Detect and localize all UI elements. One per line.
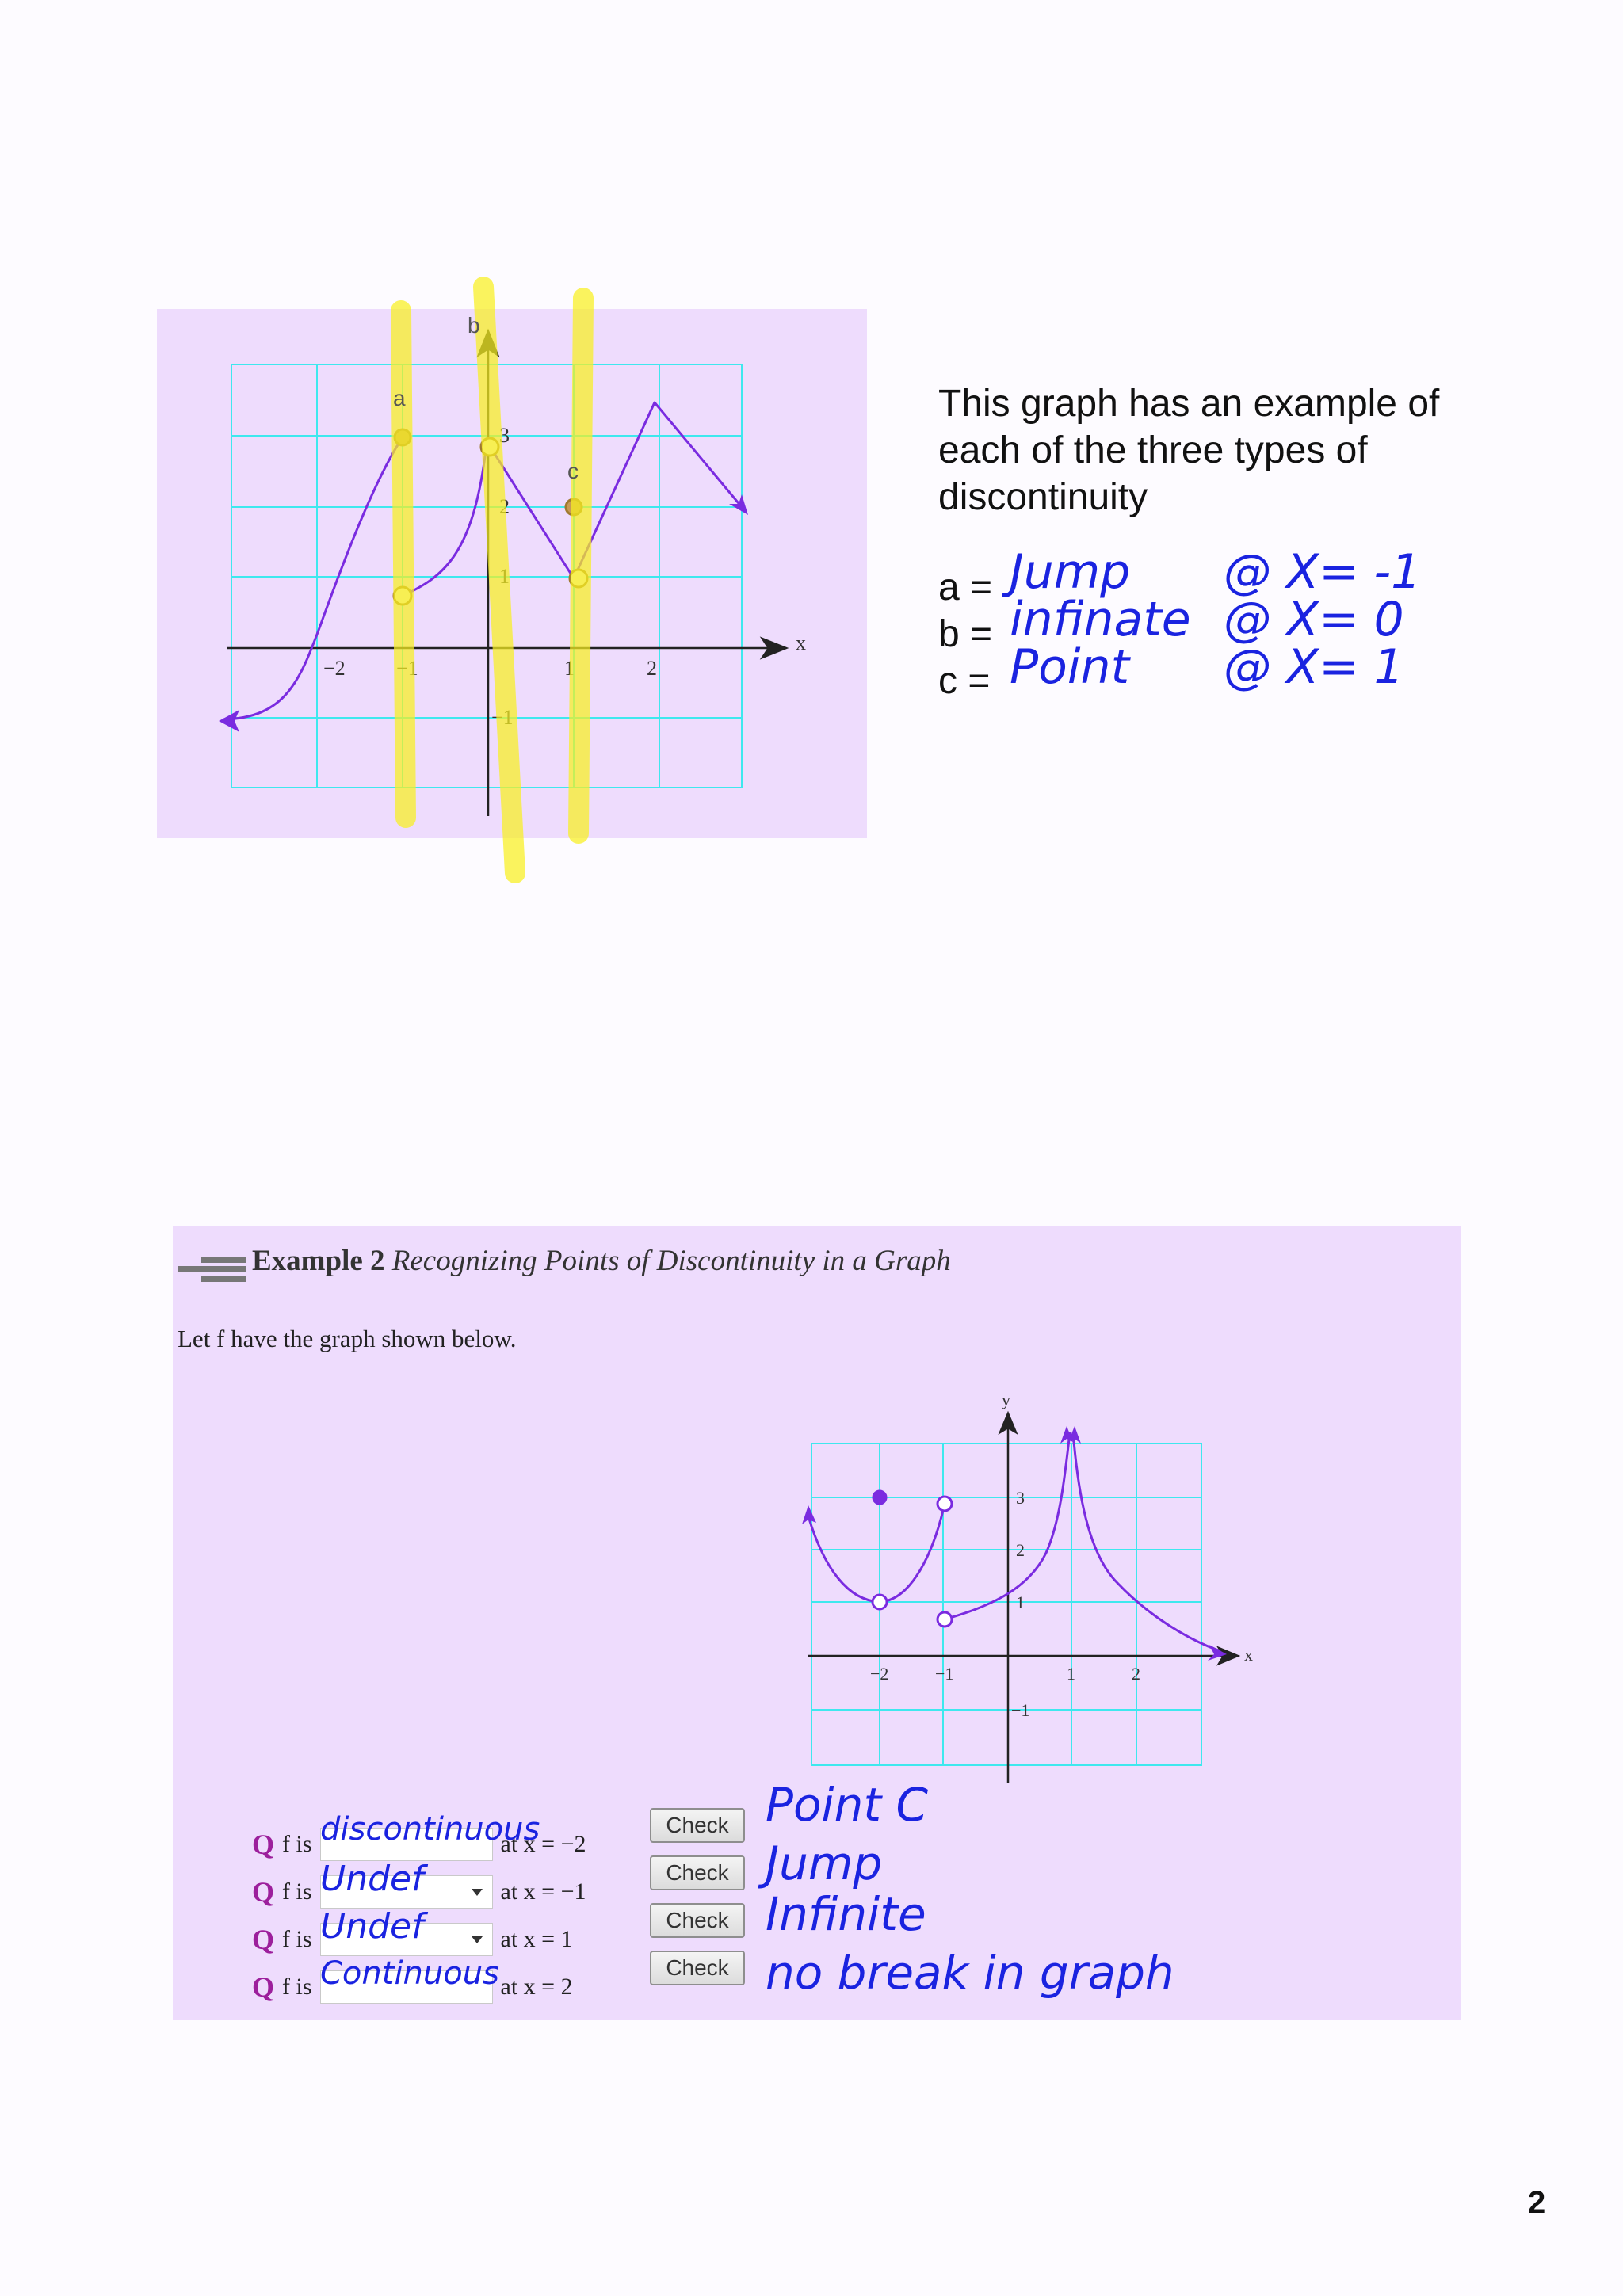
example-point-filled: [873, 1491, 886, 1504]
question-mark: Q: [252, 1876, 275, 1908]
top-graph: [0, 0, 872, 887]
example-y-tick: 1: [1016, 1592, 1025, 1612]
answer-label-b: b =: [938, 613, 993, 655]
question-prefix: f is: [282, 1974, 312, 2000]
handwritten-note: Point C: [766, 1778, 929, 1832]
example-y-tick: 3: [1016, 1488, 1025, 1508]
handwritten-field-answer: Undef: [320, 1906, 424, 1947]
answer-type-c: Point: [1010, 639, 1130, 695]
example-x-tick: 2: [1132, 1664, 1140, 1684]
question-mark: Q: [252, 1924, 275, 1955]
example-title: [252, 1244, 951, 1278]
check-button[interactable]: Check: [650, 1903, 745, 1938]
top-x-axis-label: x: [796, 631, 806, 654]
example-point-open: [873, 1595, 887, 1609]
question-row: [252, 1875, 617, 1909]
top-x-tick: 1: [564, 657, 575, 680]
highlight-marks: [401, 287, 583, 873]
handwritten-note: no break in graph: [766, 1946, 1174, 2000]
question-prefix: f is: [282, 1926, 312, 1952]
top-y-tick: 1: [499, 565, 510, 588]
example-title-italic: Recognizing Points of Discontinuity in a Graph: [391, 1245, 951, 1277]
example-y-tick: 2: [1016, 1540, 1025, 1560]
top-y-tick: 3: [499, 424, 510, 447]
top-y-tick: 2: [499, 495, 510, 518]
handwritten-field-answer: Continuous: [320, 1955, 499, 1992]
answer-locations: [1224, 544, 1422, 695]
intro-text: This graph has an example of each of the three types of discontinuity: [938, 383, 1440, 518]
example-graph: [0, 1347, 1347, 1806]
example-curve: [808, 1432, 1220, 1651]
answer-at-c: @ X= 1: [1224, 639, 1404, 695]
handwritten-field-answer: discontinuous: [320, 1811, 540, 1848]
example-x-tick: −1: [935, 1664, 954, 1684]
point-label-b: b: [468, 313, 480, 338]
check-button[interactable]: Check: [650, 1808, 745, 1843]
question-location: at x = −2: [500, 1831, 586, 1857]
example-point-open: [938, 1497, 952, 1511]
example-lead: Let f have the graph shown below.: [178, 1325, 517, 1352]
question-location: at x = 1: [500, 1926, 573, 1952]
answer-type-b: infinate: [1010, 592, 1191, 647]
top-right-arrow: [729, 494, 748, 515]
example-x-tick: −2: [870, 1664, 889, 1684]
example-point-open: [938, 1612, 952, 1627]
question-row: [252, 1922, 617, 1957]
example-x-axis-label: x: [1244, 1645, 1253, 1665]
answer-label-a: a =: [938, 566, 993, 608]
example-grid: [812, 1444, 1201, 1765]
answer-at-b: @ X= 0: [1224, 592, 1404, 647]
answer-types: [1010, 544, 1191, 695]
handwritten-note: Infinite: [766, 1887, 926, 1941]
check-button[interactable]: Check: [650, 1951, 745, 1985]
example-title-bold: Example 2: [252, 1245, 385, 1277]
question-location: at x = 2: [500, 1974, 573, 2000]
example-y-tick: −1: [1011, 1700, 1030, 1720]
top-left-arrow: [219, 710, 239, 732]
question-location: at x = −1: [500, 1878, 586, 1905]
example-up-arrow-left: [1060, 1426, 1073, 1444]
answer-labels: [938, 564, 992, 704]
handwritten-field-answer: Undef: [320, 1859, 424, 1899]
top-x-tick: −1: [396, 657, 418, 680]
page-number: 2: [1528, 2185, 1546, 2220]
top-x-tick: −2: [323, 657, 346, 680]
question-mark: Q: [252, 1829, 275, 1860]
answer-at-a: @ X= -1: [1224, 544, 1422, 600]
example-y-axis-label: y: [1002, 1390, 1010, 1409]
top-y-tick: −1: [491, 706, 514, 729]
answer-type-a: Jump: [1010, 544, 1131, 600]
point-label-c: c: [567, 459, 579, 483]
question-prefix: f is: [282, 1878, 312, 1905]
check-button[interactable]: Check: [650, 1855, 745, 1890]
example-x-tick: 1: [1067, 1664, 1075, 1684]
question-prefix: f is: [282, 1831, 312, 1857]
answer-label-c: c =: [938, 660, 991, 702]
top-x-tick: 2: [647, 657, 657, 680]
handwritten-note: Jump: [766, 1836, 883, 1890]
question-mark: Q: [252, 1971, 275, 2003]
point-label-a: a: [393, 386, 406, 410]
example-header-icon: [178, 1253, 246, 1285]
